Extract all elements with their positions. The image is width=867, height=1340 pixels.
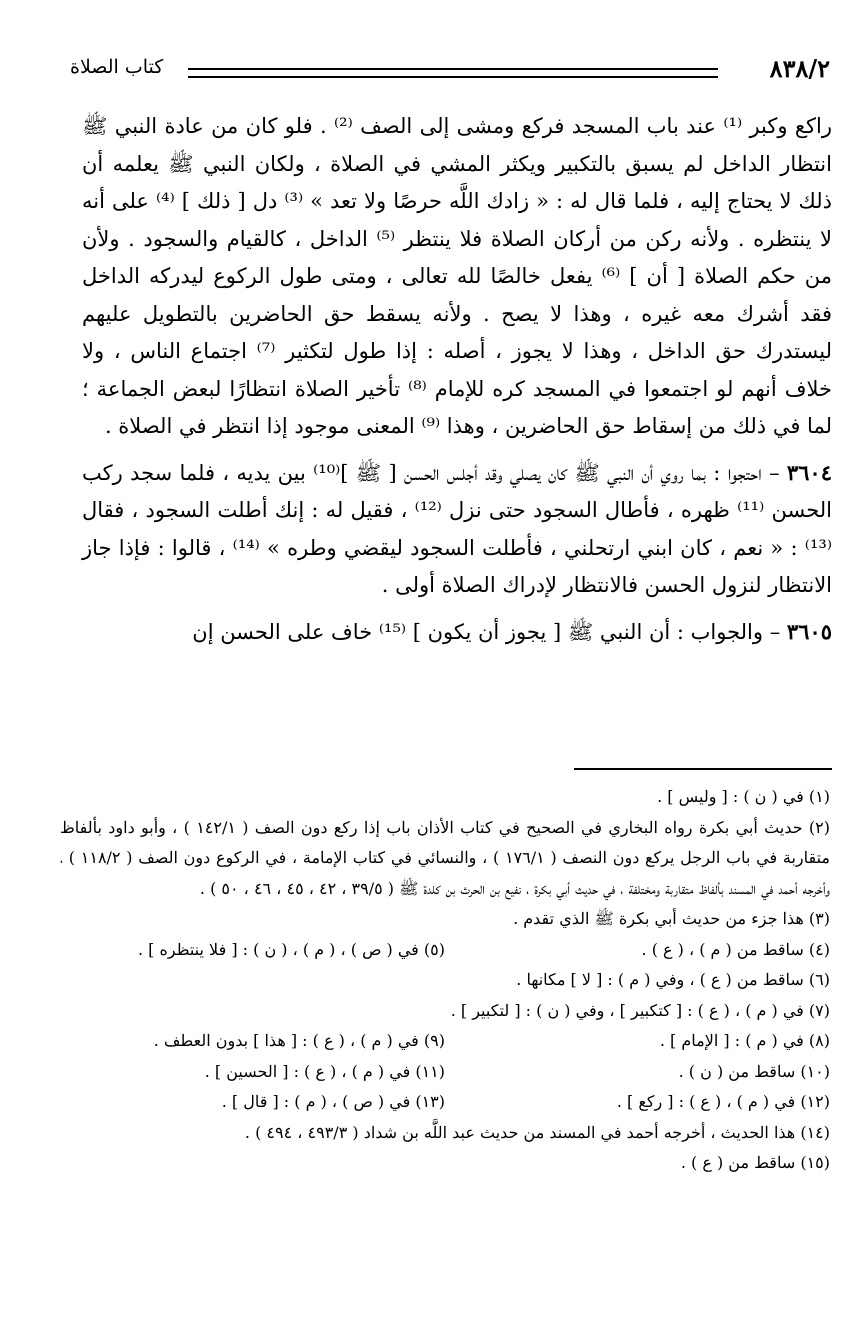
paragraph-3605	[82, 613, 832, 652]
footnote-row	[60, 1087, 830, 1118]
footnote-15: (١٥) ساقط من ( ع ) .	[680, 1153, 830, 1172]
footnote-14: (١٤) هذا الحديث ، أخرجه أحمد في المسند من حديث عبد اللَّه بن شداد ( ٤٩٣/٣ ، ٤٩٤ ) .	[244, 1122, 830, 1142]
running-title: كتاب الصلاة	[70, 56, 164, 78]
footnote-5: (٥) في ( ص ) ، ( م ) ، ( ن ) : [ فلا ينتظره ] .	[138, 939, 445, 959]
footnote-12: (١٢) في ( م ) ، ( ع ) : [ ركع ] .	[616, 1092, 830, 1111]
footnote-separator	[574, 768, 832, 770]
paragraph-continued: راكع وكبر ⁽¹⁾ عند باب المسجد فركع ومشى إلى الصف ⁽²⁾ . فلو كان من عادة النبي ﷺ انتظار الداخل لم يسبق بالتكبير ويكثر المشي في الصلاة ، ولكان النبي ﷺ يعلمه أن ذلك لا يحتاج إليه ، فلما قال له : « زادك اللَّه حرصًا ولا تعد » ⁽³⁾ دل [ ذلك ] ⁽⁴⁾ على أنه لا ينتظره . ولأنه ركن من أركان الصلاة فلا ينتظر ⁽⁵⁾ الداخل ، كالقيام والسجود . ولأن من حكم الصلاة [ أن ] ⁽⁶⁾ يفعل خالصًا لله تعالى ، ومتى طول الركوع ليدركه الداخل فقد أشرك معه غيره ، وهذا لا يصح . ولأنه يسقط حق الحاضرين بالتطويل عليهم ليستدرك حق الداخل ، وهذا لا يجوز ، أصله : إذا طول لتكثير ⁽⁷⁾ اجتماع الناس ، ولا خلاف أنهم لو اجتمعوا في المسجد كره للإمام ⁽⁸⁾ تأخير الصلاة انتظارًا لبعض الجماعة ؛ لما في ذلك من إسقاط حق الحاضرين ، وهذا ⁽⁹⁾ المعنى موجود إذا انتظر في الصلاة .	[82, 114, 833, 438]
footnote-10: (١٠) ساقط من ( ن ) .	[678, 1061, 830, 1081]
footnote-1: (١) في ( ن ) : [ وليس ] .	[657, 787, 830, 806]
footnote-2: (٢) حديث أبي بكرة رواه البخاري في الصحيح في كتاب الأذان باب إذا ركع دون الصف ( ١٤٢/١ ) ، وأبو داود بألفاظ متقاربة في باب الرجل يركع دون النصف ( ١٧٦/١ ) ، والنسائي في كتاب الإمامة ، في الركوع دون الصف ( ١١٨/٢ ) ، وأخرجه أحمد في المسند بألفاظ متقاربة ومختلفة ، في حديث أبي بكرة ، نفيع بن الحرث بن كلدة ﷺ ( ٣٩/٥ ، ٤٢ ، ٤٥ ، ٤٦ ، ٥٠ ) .	[60, 817, 830, 898]
paragraph-number: ٣٦٠٤	[786, 459, 832, 485]
page-number: ٨٣٨/٢	[769, 54, 830, 83]
footnote-4: (٤) ساقط من ( م ) ، ( ع ) .	[641, 939, 830, 959]
footnote-7: (٧) في ( م ) ، ( ع ) : [ كتكبير ] ، وفي ( ن ) : [ لتكبير ] .	[450, 1000, 830, 1020]
footnote-row	[60, 1026, 830, 1057]
footnote-11: (١١) في ( م ) ، ( ع ) : [ الحسين ] .	[204, 1061, 445, 1081]
footnote-3: (٣) هذا جزء من حديث أبي بكرة ﷺ الذي تقدم .	[513, 909, 830, 928]
footnote-8: (٨) في ( م ) : [ الإمام ] .	[659, 1031, 830, 1050]
main-text	[82, 108, 832, 651]
footnote-13: (١٣) في ( ص ) ، ( م ) : [ قال ] .	[221, 1092, 445, 1111]
page-header	[70, 52, 830, 92]
paragraph-3604	[82, 454, 832, 605]
footnote-6: (٦) ساقط من ( ع ) ، وفي ( م ) : [ لا ] مكانها .	[516, 970, 830, 989]
paragraph-text: – والجواب : أن النبي ﷺ [ يجوز أن يكون ] ⁽¹⁵⁾ خاف على الحسن إن	[192, 619, 787, 644]
header-double-rule	[188, 68, 718, 78]
paragraph-number: ٣٦٠٥	[786, 618, 832, 644]
footnote-9: (٩) في ( م ) ، ( ع ) : [ هذا ] بدون العطف .	[153, 1031, 445, 1050]
footnote-row	[60, 1057, 830, 1088]
paragraph-text: – احتجوا : بما روي أن النبي ﷺ كان يصلي وقد أجلس الحسن [ ﷺ ]⁽¹⁰⁾ بين يديه ، فلما سجد ركب الحسن ⁽¹¹⁾ ظهره ، فأطال السجود حتى نزل ⁽¹²⁾ ، فقيل له : إنك أطلت السجود ، فقال ⁽¹³⁾ : « نعم ، كان ابني ارتحلني ، فأطلت السجود ليقضي وطره » ⁽¹⁴⁾ ، قالوا : فإذا جاز الانتظار لنزول الحسن فالانتظار لإدراك الصلاة أولى .	[82, 460, 832, 597]
footnotes	[60, 782, 830, 1179]
footnote-row	[60, 935, 830, 966]
